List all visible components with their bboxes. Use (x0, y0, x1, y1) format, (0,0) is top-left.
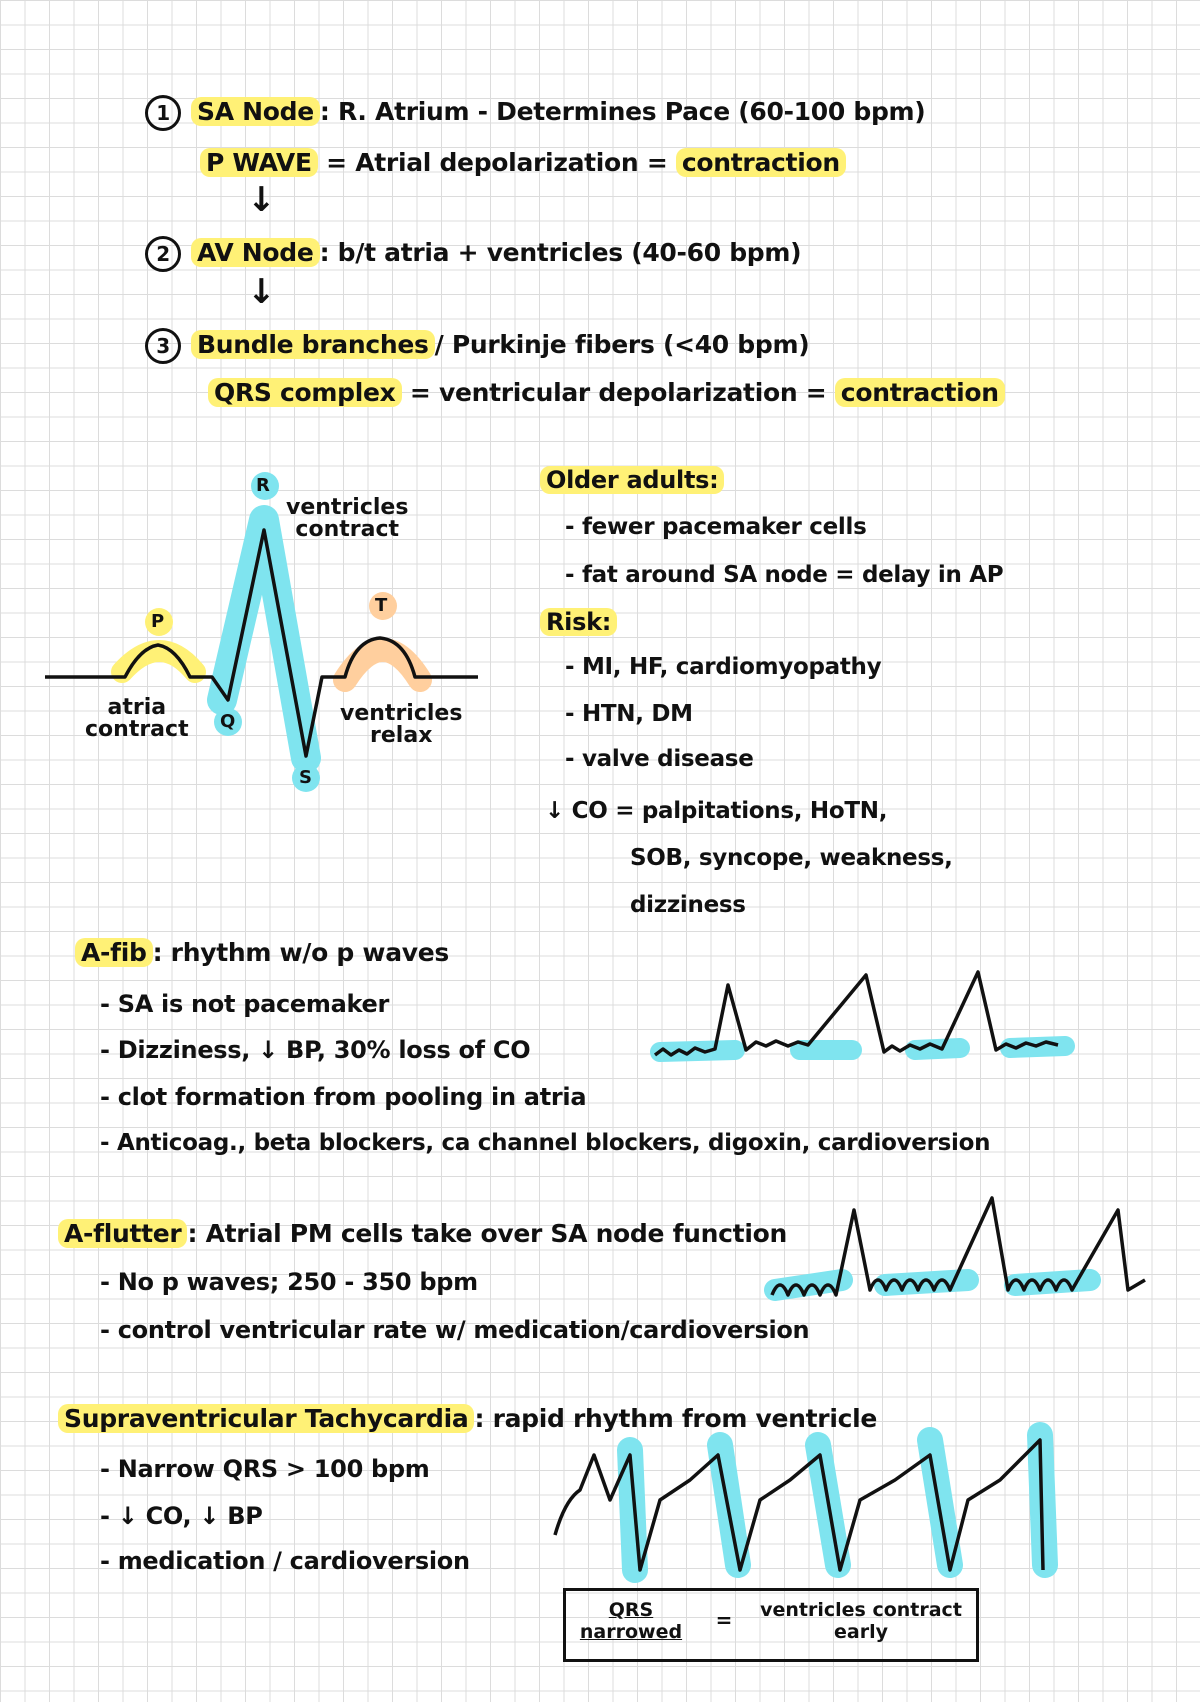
step-2-line (145, 236, 801, 272)
aflutter-heading (58, 1219, 787, 1248)
qrs-contraction: contraction (835, 378, 1005, 407)
down-arrow-1: ↓ (247, 180, 276, 220)
ecg-p-label: P (151, 611, 165, 632)
ecg-r-label: R (256, 475, 270, 496)
step-1-line (145, 95, 925, 131)
svt-definition: : rapid rhythm from ventricle (474, 1404, 878, 1433)
ventricles-relax-label: ventricles relax (340, 701, 463, 748)
svt-item-1: - Narrow QRS > 100 bpm (100, 1455, 430, 1483)
older-adults-item-1: - fewer pacemaker cells (565, 514, 867, 540)
svt-box-left: QRS narrowed (579, 1599, 683, 1643)
aflutter-strip (772, 1198, 1145, 1295)
aflutter-definition: : Atrial PM cells take over SA node function (187, 1219, 787, 1248)
afib-item-2: - Dizziness, ↓ BP, 30% loss of CO (100, 1036, 531, 1064)
aflutter-item-2: - control ventricular rate w/ medication/cardioversion (100, 1316, 810, 1344)
risk-item-2: - HTN, DM (565, 701, 693, 727)
step-2-title: AV Node (191, 238, 320, 267)
afib-strip (655, 972, 1065, 1055)
step-1-sub (200, 148, 846, 177)
older-adults-title: Older adults: (540, 466, 724, 494)
afib-item-4: - Anticoag., beta blockers, ca channel blockers, digoxin, cardioversion (100, 1130, 991, 1156)
step-3-sub (208, 378, 1005, 407)
step-1-description: : R. Atrium - Determines Pace (60-100 bpm) (319, 97, 926, 126)
step-3-title: Bundle branches (191, 330, 435, 359)
afib-heading (75, 938, 449, 967)
co-line-2: SOB, syncope, weakness, (630, 845, 953, 871)
ecg-t-label: T (375, 595, 388, 616)
step-1-number: 1 (145, 95, 181, 131)
co-line-3: dizziness (630, 892, 746, 918)
step-3-line (145, 328, 809, 364)
atria-contract-label: atria contract (85, 695, 189, 742)
co-line-1: ↓ CO = palpitations, HoTN, (545, 798, 888, 824)
afib-title: A-fib (75, 938, 153, 967)
afib-item-1: - SA is not pacemaker (100, 990, 390, 1018)
svt-item-3: - medication / cardioversion (100, 1547, 470, 1575)
svt-item-2: - ↓ CO, ↓ BP (100, 1502, 263, 1530)
svt-box-right: ventricles contract early (760, 1599, 962, 1643)
qrs-term: QRS complex (208, 378, 402, 407)
down-arrow-2: ↓ (247, 272, 276, 312)
step-2-description: : b/t atria + ventricles (40-60 bpm) (319, 238, 802, 267)
svt-title: Supraventricular Tachycardia (58, 1404, 474, 1433)
aflutter-item-1: - No p waves; 250 - 350 bpm (100, 1268, 478, 1296)
svt-strip (555, 1435, 1045, 1570)
risk-item-3: - valve disease (565, 746, 754, 772)
step-3-number: 3 (145, 328, 181, 364)
step-3-description: / Purkinje fibers (<40 bpm) (434, 330, 810, 359)
older-adults-item-2: - fat around SA node = delay in AP (565, 562, 1004, 588)
qrs-description: = ventricular depolarization = (401, 378, 835, 407)
ventricles-contract-label: ventricles contract (286, 495, 409, 542)
step-1-title: SA Node (191, 97, 320, 126)
risk-item-1: - MI, HF, cardiomyopathy (565, 654, 882, 680)
p-wave-description: = Atrial depolarization = (317, 148, 676, 177)
svt-heading (58, 1404, 877, 1433)
risk-title: Risk: (540, 608, 617, 636)
aflutter-title: A-flutter (58, 1219, 187, 1248)
svt-summary-box (563, 1588, 979, 1662)
afib-item-3: - clot formation from pooling in atria (100, 1083, 587, 1111)
afib-definition: : rhythm w/o p waves (152, 938, 450, 967)
step-2-number: 2 (145, 236, 181, 272)
ecg-q-label: Q (220, 711, 236, 732)
ecg-s-label: S (299, 767, 312, 788)
svt-box-equals: = (715, 1608, 733, 1632)
p-wave-term: P WAVE (200, 148, 318, 177)
p-wave-contraction: contraction (676, 148, 846, 177)
